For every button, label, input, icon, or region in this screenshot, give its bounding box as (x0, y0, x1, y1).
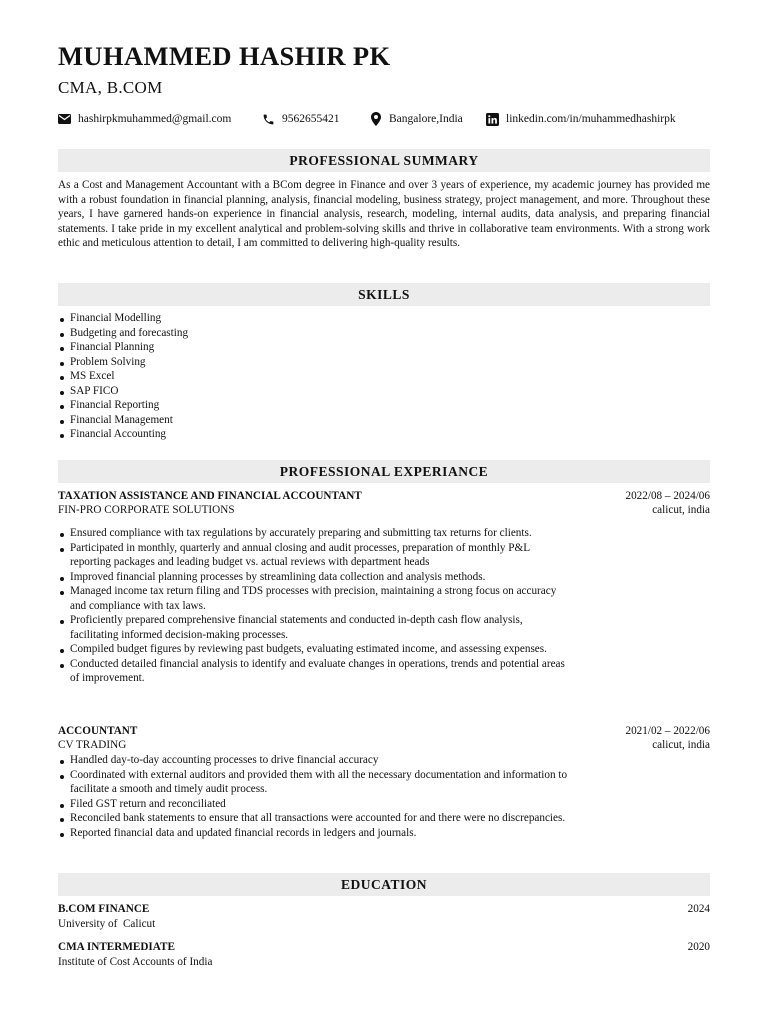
skill-item: Financial Reporting (58, 398, 458, 413)
education-year: 2020 (687, 941, 710, 953)
contact-phone[interactable] (262, 110, 340, 128)
education-degree: B.COM FINANCE (58, 903, 150, 915)
section-header-education: EDUCATION (58, 873, 710, 896)
job-title: TAXATION ASSISTANCE AND FINANCIAL ACCOUNTANT (58, 490, 362, 502)
job-dates: 2022/08 – 2024/06 (625, 490, 710, 502)
job-company: FIN-PRO CORPORATE SOLUTIONS (58, 504, 235, 516)
job-bullet: Coordinated with external auditors and provided them with all the necessary documentation and information to facilitate a smooth and timely audit process. (58, 768, 568, 797)
skill-item: SAP FICO (58, 384, 458, 399)
job-bullet: Participated in monthly, quarterly and annual closing and audit processes, preparation of monthly P&L reporting packages and leading budget vs. actual reviews with department heads (58, 541, 568, 570)
job-bullet: Ensured compliance with tax regulations by accurately preparing and submitting tax returns for clients. (58, 526, 568, 541)
job-bullet: Managed income tax return filing and TDS processes with precision, maintaining a strong focus on accuracy and compliance with tax laws. (58, 584, 568, 613)
contact-phone-text: 9562655421 (282, 113, 340, 125)
job-location: calicut, india (652, 504, 710, 516)
job-bullet: Compiled budget figures by reviewing past budgets, evaluating estimated income, and assessing expenses. (58, 642, 568, 657)
job-company: CV TRADING (58, 739, 127, 751)
location-pin-icon (370, 112, 382, 126)
phone-icon (262, 113, 275, 126)
education-school: University of Calicut (58, 918, 156, 930)
job-bullets (58, 753, 568, 840)
skill-item: Financial Management (58, 413, 458, 428)
skill-item: MS Excel (58, 369, 458, 384)
linkedin-icon (486, 113, 499, 126)
section-header-skills: SKILLS (58, 283, 710, 306)
job-bullet: Reported financial data and updated financial records in ledgers and journals. (58, 826, 568, 841)
contact-location (370, 110, 463, 128)
job-title: ACCOUNTANT (58, 725, 138, 737)
envelope-icon (58, 114, 71, 124)
job-bullet: Conducted detailed financial analysis to identify and evaluate changes in operations, trends and potential areas of improvement. (58, 657, 568, 686)
contact-location-text: Bangalore,India (389, 113, 463, 125)
contact-linkedin-text: linkedin.com/in/muhammedhashirpk (506, 113, 676, 125)
job-bullet: Handled day-to-day accounting processes to drive financial accuracy (58, 753, 568, 768)
candidate-name: MUHAMMED HASHIR PK (58, 41, 391, 71)
education-school: Institute of Cost Accounts of India (58, 956, 213, 968)
contact-bar (58, 110, 710, 128)
job-bullet: Improved financial planning processes by streamlining data collection and analysis methods. (58, 570, 568, 585)
job-location: calicut, india (652, 739, 710, 751)
summary-text: As a Cost and Management Accountant with a BCom degree in Finance and over 3 years of experience, my academic journey has provided me with a robust foundation in financial planning, analysis, financial modeling, business strategy, project management, and more. Throughout these years, I have garnered hands-on experience in financial analysis, research, modeling, internal audits, data analysis, and preparing financial statements. I take pride in my excellent analytical and problem-solving skills and thrive in collaborative team environments. With a strong work ethic and meticulous attention to detail, I am committed to delivering high-quality results. (58, 179, 710, 249)
skills-list (58, 311, 458, 442)
candidate-credentials: CMA, B.COM (58, 78, 163, 97)
skill-item: Financial Accounting (58, 427, 458, 442)
skill-item: Budgeting and forecasting (58, 326, 458, 341)
skill-item: Financial Planning (58, 340, 458, 355)
section-header-summary: PROFESSIONAL SUMMARY (58, 149, 710, 172)
job-bullets (58, 526, 568, 686)
skill-item: Problem Solving (58, 355, 458, 370)
contact-linkedin[interactable] (486, 110, 676, 128)
skill-item: Financial Modelling (58, 311, 458, 326)
education-year: 2024 (687, 903, 710, 915)
contact-email-text: hashirpkmuhammed@gmail.com (78, 113, 232, 125)
job-bullet: Filed GST return and reconciliated (58, 797, 568, 812)
job-dates: 2021/02 – 2022/06 (625, 725, 710, 737)
job-bullet: Proficiently prepared comprehensive financial statements and conducted in-depth cash flow analysis, facilitating informed decision-making processes. (58, 613, 568, 642)
education-degree: CMA INTERMEDIATE (58, 941, 175, 953)
section-header-experience: PROFESSIONAL EXPERIANCE (58, 460, 710, 483)
contact-email[interactable] (58, 110, 231, 128)
job-bullet: Reconciled bank statements to ensure that all transactions were accounted for and there were no discrepancies. (58, 811, 568, 826)
